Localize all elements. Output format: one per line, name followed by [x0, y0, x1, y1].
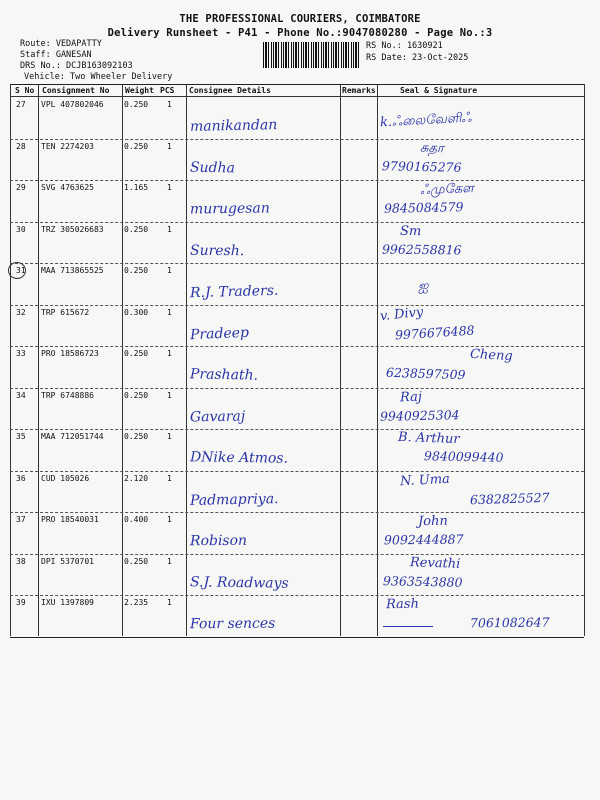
col-header-sno: S No [15, 86, 35, 95]
row-divider [10, 388, 584, 389]
row-weight: 0.250 [124, 390, 149, 400]
row-weight: 0.300 [124, 307, 149, 317]
row-consignee-handwritten: DNike Atmos. [189, 449, 289, 467]
row-pcs: 1 [167, 224, 172, 234]
row-pcs: 1 [167, 141, 172, 151]
row-consignment-no: MAA 713865525 [41, 266, 104, 275]
row-weight: 0.250 [124, 266, 149, 275]
row-signature-handwritten: Cheng [469, 346, 514, 365]
row-pcs: 1 [167, 100, 172, 109]
row-pcs: 1 [167, 432, 172, 441]
row-phone-handwritten: 9790165276 [381, 157, 462, 175]
row-weight: 0.250 [124, 349, 149, 358]
row-pcs: 1 [167, 390, 172, 400]
row-phone-handwritten: 6382825527 [469, 489, 550, 507]
row-pcs: 1 [167, 515, 172, 524]
row-consignment-no: CUD 105026 [41, 473, 90, 483]
company-title: THE PROFESSIONAL COURIERS, COIMBATORE [179, 13, 421, 25]
row-signature-handwritten: Sm [399, 223, 422, 239]
row-weight: 0.250 [124, 556, 149, 566]
row-sno: 33 [16, 349, 26, 358]
row-divider [10, 222, 584, 223]
col-header-consignee: Consignee Details [189, 86, 271, 95]
col-header-weight: Weight [125, 86, 154, 95]
row-consignee-handwritten: Pradeep [189, 324, 250, 343]
row-pcs: 1 [167, 473, 172, 483]
col-header-remarks: Remarks [342, 86, 376, 95]
row-weight: 1.165 [124, 183, 149, 192]
row-phone-handwritten: 9092444887 [383, 531, 464, 548]
row-consignment-no: PRO 18540031 [41, 515, 99, 524]
staff-label: Staff: GANESAN [20, 50, 92, 60]
row-divider [10, 180, 584, 181]
row-divider [10, 554, 584, 555]
col-header-seal: Seal & Signature [400, 86, 478, 95]
row-weight: 0.400 [124, 515, 149, 524]
row-sno: 36 [16, 473, 26, 483]
row-signature-handwritten: Rash [385, 596, 420, 613]
row-sno: 37 [16, 515, 26, 524]
row-weight: 0.250 [124, 141, 149, 151]
col-header-consignment: Consignment No [42, 86, 110, 95]
row-consignment-no: PRO 18586723 [41, 349, 99, 358]
row-phone-handwritten: 9962558816 [381, 241, 462, 257]
row-consignee-handwritten: S.J. Roadways [189, 573, 289, 592]
rs-date: RS Date: 23-Oct-2025 [366, 53, 469, 63]
row-phone-handwritten: 9940925304 [379, 406, 460, 424]
row-phone-handwritten: 9363543880 [382, 572, 463, 590]
row-phone-handwritten: 6238597509 [385, 364, 466, 383]
col-header-pcs: PCS [160, 86, 175, 95]
row-consignee-handwritten: manikandan [189, 117, 278, 135]
row-sno: 38 [16, 556, 26, 566]
row-consignment-no: TRP 615672 [41, 307, 90, 317]
row-signature-handwritten: John [417, 513, 448, 530]
row-signature-handwritten: v. Divy [379, 304, 425, 324]
row-pcs: 1 [167, 183, 172, 192]
rs-number: RS No.: 1630921 [366, 41, 443, 51]
row-consignment-no: IXU 1397809 [41, 598, 94, 607]
row-pcs: 1 [167, 556, 172, 566]
row-weight: 0.250 [124, 224, 149, 234]
row-sno: 30 [16, 224, 26, 234]
row-consignee-handwritten: Suresh. [189, 242, 245, 259]
row-weight: 0.250 [124, 100, 149, 109]
route-label: Route: VEDAPATTY [20, 39, 102, 49]
row-sno: 27 [16, 100, 26, 109]
row-divider [10, 263, 584, 264]
row-signature-handwritten: B. Arthur [397, 429, 460, 448]
row-consignee-handwritten: Robison [189, 532, 248, 550]
row-mark-circle [8, 262, 26, 279]
row-pcs: 1 [167, 598, 172, 607]
row-phone-handwritten: 9840099440 [423, 448, 504, 465]
row-signature-handwritten: Revathi [409, 554, 461, 572]
row-divider [10, 429, 584, 430]
row-sno: 28 [16, 141, 26, 151]
row-pcs: 1 [167, 266, 172, 275]
row-consignee-handwritten: R.J. Traders. [189, 282, 279, 302]
row-signature-handwritten: k.ஃலைவேளிஃ [379, 110, 472, 131]
row-weight: 2.120 [124, 473, 149, 483]
signature-strike [383, 626, 433, 627]
row-sno: 31 [16, 266, 26, 275]
row-consignee-handwritten: Gavaraj [189, 408, 246, 425]
runsheet-subtitle: Delivery Runsheet - P41 - Phone No.:9047080280 - Page No.:3 [107, 27, 493, 39]
row-divider [10, 305, 584, 306]
row-divider [10, 512, 584, 513]
row-divider [10, 595, 584, 596]
row-signature-handwritten: சுதா [419, 140, 445, 156]
row-consignment-no: TRP 6748886 [41, 390, 94, 400]
row-consignment-no: SVG 4763625 [41, 183, 94, 192]
row-phone-handwritten: 7061082647 [469, 614, 550, 631]
row-sno: 39 [16, 598, 26, 607]
row-weight: 0.250 [124, 432, 149, 441]
barcode-image [263, 42, 361, 68]
row-signature-handwritten: ஐ [417, 278, 429, 295]
row-consignee-handwritten: Sudha [189, 159, 236, 176]
row-signature-handwritten: ஃமுகேள [419, 181, 475, 198]
row-sno: 34 [16, 390, 26, 400]
row-divider [10, 471, 584, 472]
row-consignment-no: TEN 2274203 [41, 141, 94, 151]
row-consignment-no: MAA 712051744 [41, 432, 104, 441]
row-consignee-handwritten: murugesan [189, 200, 270, 218]
row-consignee-handwritten: Padmapriya. [189, 490, 279, 509]
row-divider [10, 139, 584, 140]
row-consignment-no: TRZ 305026683 [41, 224, 104, 234]
row-phone-handwritten: 9976676488 [394, 322, 475, 342]
row-sno: 32 [16, 307, 26, 317]
vehicle-label: Vehicle: Two Wheeler Delivery [24, 72, 173, 82]
row-consignee-handwritten: Four sences [189, 615, 276, 633]
row-consignment-no: VPL 407802046 [41, 100, 104, 109]
header-rule [10, 96, 584, 97]
row-pcs: 1 [167, 307, 172, 317]
row-sno: 35 [16, 432, 26, 441]
row-consignee-handwritten: Prashath. [189, 366, 259, 384]
row-sno: 29 [16, 183, 26, 192]
row-signature-handwritten: Raj [399, 389, 423, 405]
table-border [584, 84, 585, 636]
row-divider [10, 346, 584, 347]
row-phone-handwritten: 9845084579 [383, 199, 464, 216]
row-consignment-no: DPI 5370701 [41, 556, 94, 566]
drs-number: DRS No.: DCJB163092103 [20, 61, 133, 71]
row-pcs: 1 [167, 349, 172, 358]
row-signature-handwritten: N. Uma [399, 471, 451, 489]
row-weight: 2.235 [124, 598, 149, 607]
